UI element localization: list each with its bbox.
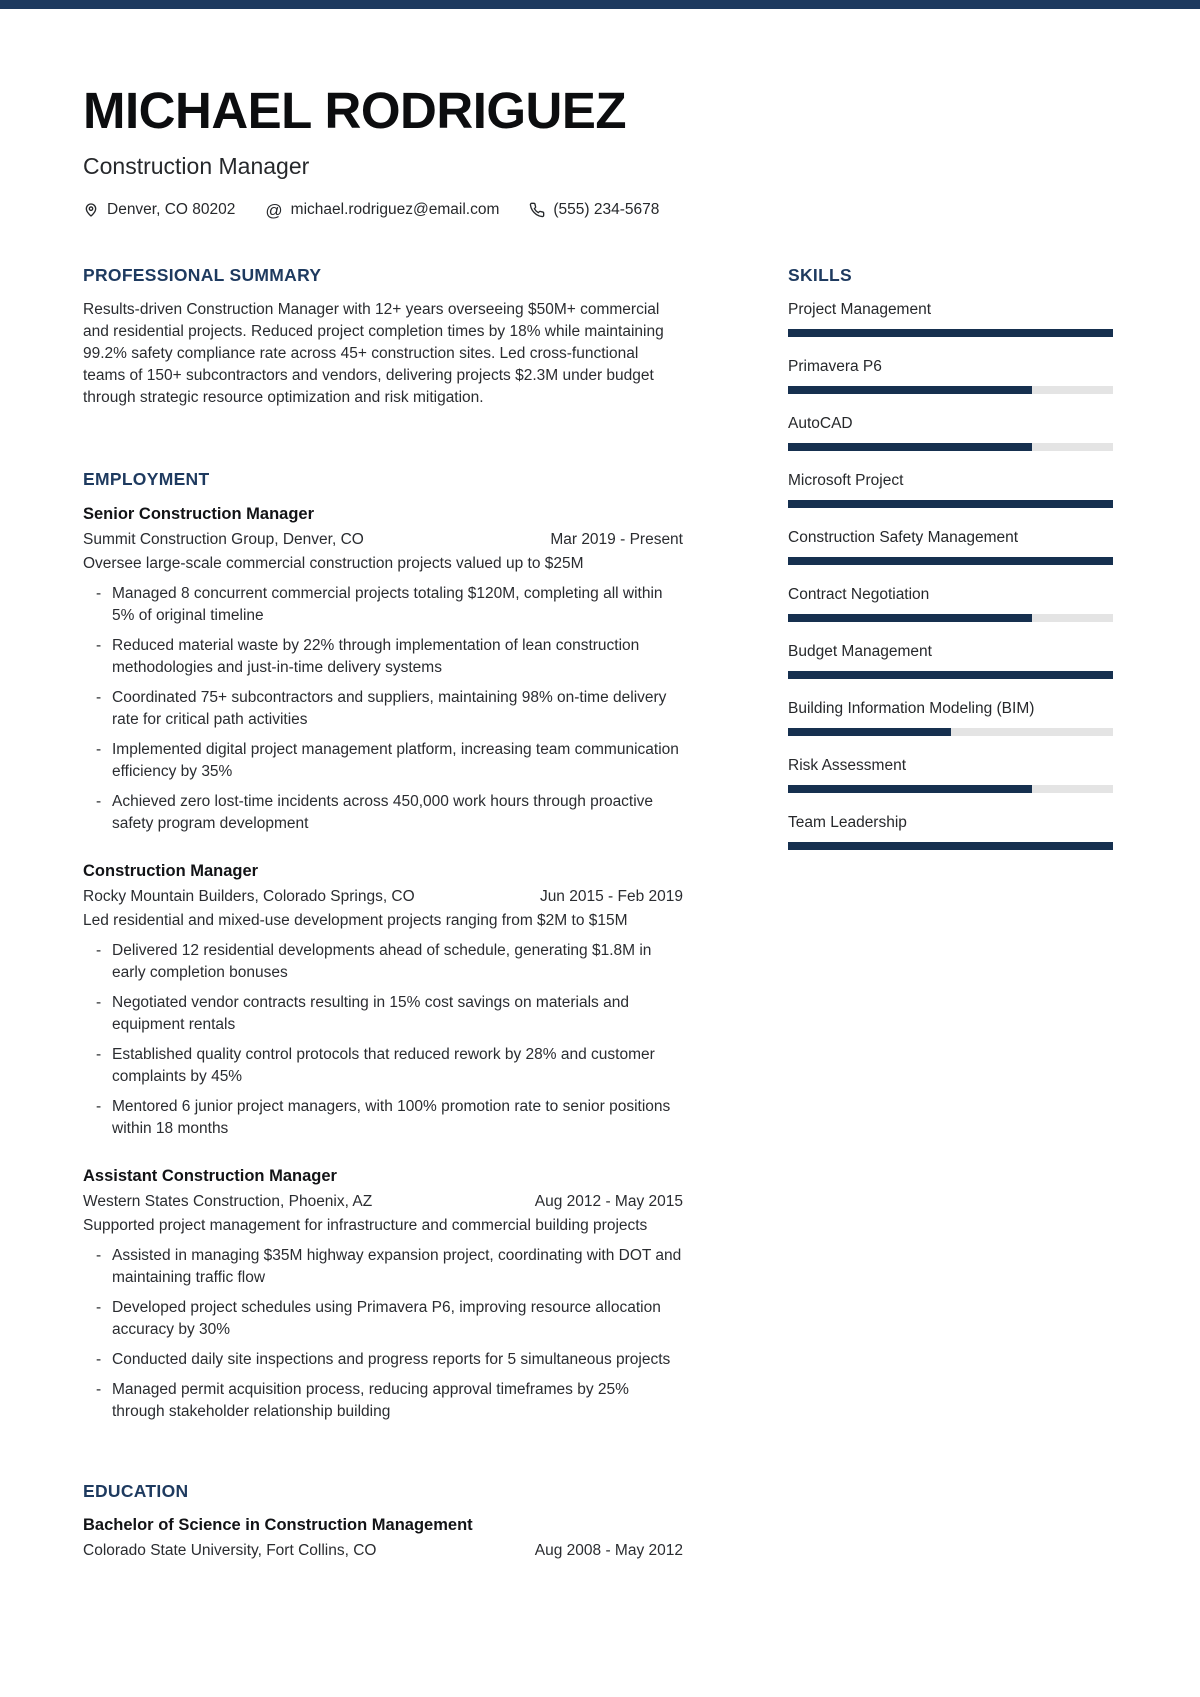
- skill-label: Construction Safety Management: [788, 529, 1019, 546]
- job-intro: Oversee large-scale commercial construction projects valued up to $25M: [83, 555, 584, 572]
- skill-label: Microsoft Project: [788, 472, 904, 489]
- skill-item: [788, 301, 1113, 337]
- skill-progress-track: [788, 500, 1113, 508]
- skill-item: [788, 643, 1113, 679]
- skill-progress-fill: [788, 728, 951, 736]
- skill-label: AutoCAD: [788, 415, 853, 432]
- skill-item: [788, 529, 1113, 565]
- skill-label: Building Information Modeling (BIM): [788, 700, 1035, 717]
- contact-phone-text: (555) 234-5678: [553, 201, 660, 218]
- education-degree: Bachelor of Science in Construction Management: [83, 1516, 473, 1534]
- job-dates: Jun 2015 - Feb 2019: [539, 888, 683, 905]
- job-company: Rocky Mountain Builders, Colorado Springs, CO: [83, 888, 415, 905]
- phone-icon: [529, 202, 545, 218]
- skill-item: [788, 700, 1113, 736]
- summary-text: Results-driven Construction Manager with 12+ years overseeing $50M+ commercial and residential projects. Reduced project completion times by 18% while maintaining 99.2% safety compliance rate across 45+ construction sites. Led cross-functional teams of 150+ subcontractors and vendors, delivering projects $2.3M under budget through strategic resource optimization and risk mitigation.: [83, 301, 664, 406]
- job-bullet: - Delivered 12 residential developments ahead of schedule, generating $1.8M in early completion bonuses: [83, 940, 683, 984]
- resume-page: [0, 9, 1200, 1560]
- skill-label: Contract Negotiation: [788, 586, 930, 603]
- skill-progress-fill: [788, 671, 1113, 679]
- skill-item: [788, 586, 1113, 622]
- education-section: [83, 1481, 683, 1560]
- contact-email: [265, 201, 499, 219]
- contact-location: [83, 201, 235, 219]
- job-bullet: - Achieved zero lost-time incidents across 450,000 work hours through proactive safety program development: [83, 791, 683, 835]
- job-bullet: - Coordinated 75+ subcontractors and suppliers, maintaining 98% on-time delivery rate for critical path activities: [83, 687, 683, 731]
- job-intro: Supported project management for infrastructure and commercial building projects: [83, 1217, 648, 1234]
- job-title: Assistant Construction Manager: [83, 1167, 337, 1185]
- contact-email-text: michael.rodriguez@email.com: [290, 201, 500, 218]
- skill-progress-fill: [788, 842, 1113, 850]
- skill-progress-track: [788, 557, 1113, 565]
- skill-progress-track: [788, 728, 1113, 736]
- summary-section: [83, 265, 683, 409]
- job-meta: [83, 531, 683, 549]
- right-column: [788, 265, 1113, 1560]
- job-bullet: - Negotiated vendor contracts resulting in 15% cost savings on materials and equipment rentals: [83, 992, 683, 1036]
- skill-progress-track: [788, 386, 1113, 394]
- education-school: Colorado State University, Fort Collins, CO: [83, 1542, 377, 1559]
- education-heading: EDUCATION: [83, 1481, 189, 1501]
- candidate-name: MICHAEL RODRIGUEZ: [83, 82, 627, 139]
- job-entry: [83, 862, 683, 1140]
- resume-header: [83, 82, 1113, 220]
- skill-progress-fill: [788, 557, 1113, 565]
- candidate-title: Construction Manager: [83, 153, 310, 179]
- skill-progress-track: [788, 785, 1113, 793]
- contact-location-text: Denver, CO 80202: [107, 201, 236, 218]
- skill-progress-fill: [788, 386, 1032, 394]
- job-bullet: - Managed 8 concurrent commercial projects totaling $120M, completing all within 5% of original timeline: [83, 583, 683, 627]
- skill-progress-track: [788, 614, 1113, 622]
- contact-row: [83, 201, 1113, 219]
- skills-container: [788, 301, 1113, 850]
- job-bullet: - Managed permit acquisition process, reducing approval timeframes by 25% through stakeholder relationship building: [83, 1379, 683, 1423]
- job-bullets: [83, 940, 683, 1140]
- skill-label: Budget Management: [788, 643, 932, 660]
- skill-item: [788, 472, 1113, 508]
- skills-section: [788, 265, 1113, 850]
- job-bullet: - Reduced material waste by 22% through implementation of lean construction methodologies and just-in-time delivery systems: [83, 635, 683, 679]
- job-bullet: - Implemented digital project management platform, increasing team communication efficiency by 35%: [83, 739, 683, 783]
- job-bullet: - Developed project schedules using Primavera P6, improving resource allocation accuracy by 30%: [83, 1297, 683, 1341]
- employment-section: [83, 469, 683, 1423]
- skill-progress-fill: [788, 329, 1113, 337]
- job-company: Summit Construction Group, Denver, CO: [83, 531, 364, 548]
- job-dates: Mar 2019 - Present: [550, 531, 683, 548]
- jobs-container: [83, 505, 683, 1423]
- skill-progress-fill: [788, 785, 1032, 793]
- job-title: Construction Manager: [83, 862, 259, 880]
- skill-label: Primavera P6: [788, 358, 882, 375]
- job-bullets: [83, 1245, 683, 1423]
- skill-label: Team Leadership: [788, 814, 907, 831]
- top-accent-bar: [0, 0, 1200, 9]
- job-entry: [83, 505, 683, 835]
- left-column: [83, 265, 683, 1560]
- skill-progress-track: [788, 671, 1113, 679]
- skill-label: Project Management: [788, 301, 932, 318]
- job-bullet: - Assisted in managing $35M highway expansion project, coordinating with DOT and maintaining traffic flow: [83, 1245, 683, 1289]
- skill-progress-fill: [788, 443, 1032, 451]
- skill-progress-track: [788, 329, 1113, 337]
- skill-progress-track: [788, 842, 1113, 850]
- location-pin-icon: [83, 202, 99, 218]
- education-dates: Aug 2008 - May 2012: [534, 1542, 683, 1559]
- skill-item: [788, 814, 1113, 850]
- skill-item: [788, 358, 1113, 394]
- job-company: Western States Construction, Phoenix, AZ: [83, 1193, 373, 1210]
- job-title: Senior Construction Manager: [83, 505, 315, 523]
- job-bullet: - Mentored 6 junior project managers, with 100% promotion rate to senior positions within 18 months: [83, 1096, 683, 1140]
- skill-item: [788, 757, 1113, 793]
- job-bullet: - Conducted daily site inspections and progress reports for 5 simultaneous projects: [83, 1349, 683, 1371]
- skill-progress-fill: [788, 614, 1032, 622]
- employment-heading: EMPLOYMENT: [83, 469, 210, 489]
- job-intro: Led residential and mixed-use development projects ranging from $2M to $15M: [83, 912, 628, 929]
- contact-phone: [529, 201, 659, 219]
- job-bullet: - Established quality control protocols that reduced rework by 28% and customer complaints by 45%: [83, 1044, 683, 1088]
- at-sign-icon: @: [265, 200, 283, 220]
- skill-progress-track: [788, 443, 1113, 451]
- skill-label: Risk Assessment: [788, 757, 907, 774]
- job-meta: [83, 888, 683, 906]
- skill-progress-fill: [788, 500, 1113, 508]
- skills-heading: SKILLS: [788, 265, 853, 285]
- job-entry: [83, 1167, 683, 1423]
- skill-item: [788, 415, 1113, 451]
- summary-heading: PROFESSIONAL SUMMARY: [83, 265, 322, 285]
- job-dates: Aug 2012 - May 2015: [534, 1193, 683, 1210]
- job-bullets: [83, 583, 683, 835]
- job-meta: [83, 1193, 683, 1211]
